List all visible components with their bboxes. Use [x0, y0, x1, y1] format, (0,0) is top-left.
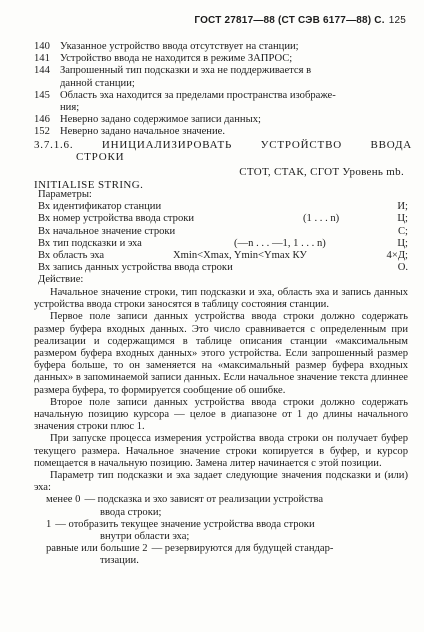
- parameter-range: (1 . . . n): [303, 213, 340, 225]
- error-code-number: 145: [34, 89, 50, 101]
- parameter-name: Вх запись данных устройства ввода строки: [38, 262, 233, 274]
- error-code-list: [34, 41, 406, 139]
- list-item: [46, 494, 408, 506]
- paragraph: Начальное значение строки, тип подсказки и эха, область эха и запись данных устройства ввода строки заносятся в таблицу состояния станции.: [34, 287, 408, 311]
- section-word: ИНИЦИАЛИЗИРОВАТЬ: [101, 139, 233, 151]
- list-item-text: тизации.: [100, 555, 139, 567]
- parameter-name: Вх область эха: [38, 249, 105, 261]
- error-code-number: 152: [34, 126, 50, 138]
- parameter-type: Ц;: [397, 237, 408, 249]
- error-code-text: ния;: [60, 102, 80, 114]
- error-code-row: [34, 90, 406, 102]
- parameter-row: [38, 262, 408, 274]
- paragraph: Первое поле записи данных устройства ввода строки должно содержать размер буфера входных данных. Это число сравнивается с определенным при реализации и содержащимся в таблице описания станции «максимальным размером буфера входных данных» этого устройства. Если запрошенный размер буфера больше, то он заменяется на «максимальный размер буфера входных данных» в запоминаемой записи данных. Если начальное значение текста длиннее размера буфера, то формируется сообщение об ошибке.: [34, 311, 408, 396]
- parameter-list: [38, 189, 408, 287]
- parameter-range: (—n . . . —1, 1 . . . n): [234, 237, 326, 249]
- error-code-text: данной станции;: [60, 77, 135, 89]
- error-code-row: [34, 53, 406, 65]
- list-item: [46, 519, 408, 531]
- error-code-number: 141: [34, 53, 50, 65]
- list-item-text: — подсказка и эхо зависят от реализации устройства: [84, 494, 324, 506]
- section-title-line: СТРОКИ: [76, 151, 125, 164]
- error-code-row: [34, 78, 406, 90]
- parameter-type: И;: [397, 201, 408, 213]
- parameter-type: 4×Д;: [386, 249, 408, 261]
- page-header: [194, 15, 406, 27]
- error-code-text: Устройство ввода не находится в режиме ЗАПРОС;: [60, 53, 293, 65]
- error-code-text: Указанное устройство ввода отсутствует на станции;: [60, 41, 299, 52]
- section-word: УСТРОЙСТВО: [260, 139, 342, 151]
- body-text: [34, 287, 408, 568]
- parameter-type: Ц;: [397, 213, 408, 225]
- error-code-text: Область эха находится за пределами пространства изображе-: [60, 89, 336, 101]
- error-code-row: [34, 102, 406, 114]
- error-code-row: [34, 126, 406, 138]
- paragraph: Параметр тип подсказки и эха задает следующие значения подсказки и (или) эха:: [34, 470, 408, 494]
- action-label: Действие:: [38, 274, 84, 286]
- params-label: Параметры:: [38, 189, 92, 200]
- list-item-text: внутри области эха;: [100, 531, 190, 543]
- error-code-text: Запрошенный тип подсказки и эха не поддерживается в: [60, 65, 312, 77]
- parameter-row: [38, 226, 408, 238]
- parameter-row: [38, 250, 408, 262]
- parameter-row: [38, 213, 408, 225]
- list-item: [46, 543, 408, 555]
- error-code-number: 140: [34, 41, 50, 52]
- section-english-name: INITIALISE STRING.: [34, 178, 144, 191]
- parameter-row: [38, 238, 408, 250]
- section-word: ВВОДА: [370, 139, 412, 151]
- paragraph: При запуске процесса измерения устройства ввода строки он получает буфер текущего размера. Начальное значение строки копируется в буфер, и курсор помещается в начальную позицию. Замена литер начинается с этой позиции.: [34, 433, 408, 469]
- section-number: 3.7.1.6.: [34, 139, 74, 151]
- error-code-number: 146: [34, 114, 50, 126]
- parameter-name: Вх номер устройства ввода строки: [38, 213, 195, 225]
- page-number: 125: [388, 15, 406, 26]
- list-item-label: 1: [46, 518, 52, 530]
- parameter-name: Вх начальное значение строки: [38, 225, 176, 237]
- parameter-type: О.: [397, 262, 408, 274]
- section-heading: [34, 139, 412, 191]
- error-code-row: [34, 114, 406, 126]
- parameter-name: Вх тип подсказки и эха: [38, 237, 142, 249]
- list-item-text: — отобразить текущее значение устройства ввода строки: [55, 518, 315, 530]
- section-levels: СТОТ, СТАК, СГОТ Уровень mb.: [239, 166, 404, 179]
- list-item-text: — резервируются для будущей стандар-: [151, 543, 334, 555]
- paragraph: Второе поле записи данных устройства ввода строки должно содержать начальную позицию курсора — целое в диапазоне от 1 до длины начального значения строки плюс 1.: [34, 396, 408, 433]
- parameter-type: С;: [397, 225, 408, 237]
- list-item-label: менее 0: [46, 494, 81, 506]
- error-code-text: Неверно задано начальное значение.: [60, 126, 225, 138]
- parameter-name: Вх идентификатор станции: [38, 201, 162, 213]
- parameter-row: [38, 201, 408, 213]
- error-code-text: Неверно задано содержимое записи данных;: [60, 114, 261, 126]
- header-title: ГОСТ 27817—88 (СТ СЭВ 6177—88) С.: [194, 15, 385, 26]
- error-code-row: [34, 41, 406, 53]
- list-item-text: ввода строки;: [100, 506, 162, 518]
- parameter-range: Xmin<Xmax, Ymin<Ymax КУ: [173, 249, 307, 261]
- value-list: [34, 494, 408, 567]
- list-item-label: равные или большие 2: [46, 543, 148, 555]
- error-code-row: [34, 65, 406, 77]
- section-title-line: [34, 139, 412, 151]
- error-code-number: 144: [34, 65, 50, 77]
